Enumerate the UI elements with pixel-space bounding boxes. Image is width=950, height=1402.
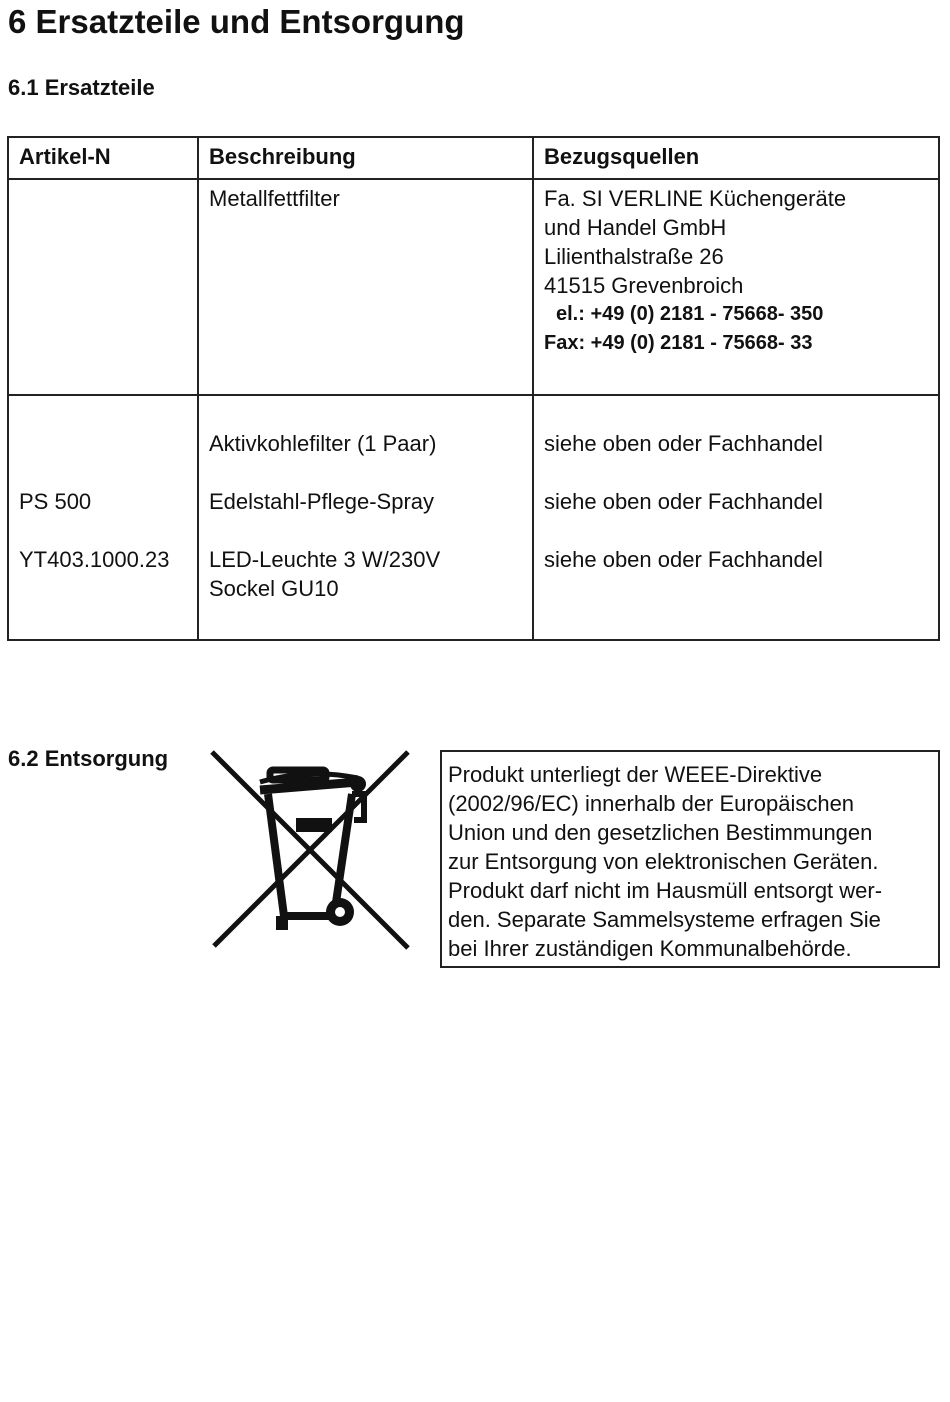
weee-notice-line: (2002/96/EC) innerhalb der Europäischen <box>448 791 855 816</box>
article-number <box>19 429 187 458</box>
company-name: Fa. SI VERLINE Küchengeräte <box>544 186 847 211</box>
source-text: siehe oben oder Fachhandel <box>544 489 823 514</box>
description-text: Metallfettfilter <box>209 186 340 211</box>
company-name-2: und Handel GmbH <box>544 215 727 240</box>
description-text: Sockel GU10 <box>209 576 339 601</box>
spare-parts-table <box>7 136 940 641</box>
city-address: 41515 Grevenbroich <box>544 273 744 298</box>
article-cell <box>8 395 198 640</box>
header-description: Beschreibung <box>198 137 533 179</box>
weee-notice-line: Union und den gesetzlichen Bestimmungen <box>448 820 873 845</box>
description-text: Aktivkohlefilter (1 Paar) <box>209 431 437 456</box>
weee-notice-line: bei Ihrer zuständigen Kommunalbehörde. <box>448 936 852 961</box>
weee-notice-line: Produkt unterliegt der WEEE-Direktive <box>448 762 823 787</box>
table-row <box>8 179 939 395</box>
table-row <box>8 395 939 640</box>
article-cell <box>8 179 198 395</box>
weee-notice-line: Produkt darf nicht im Hausmüll entsorgt wer- <box>448 878 883 903</box>
source-text: siehe oben oder Fachhandel <box>544 547 823 572</box>
crossed-out-wheelie-bin-icon <box>208 748 414 952</box>
street-address: Lilienthalstraße 26 <box>544 244 724 269</box>
weee-notice-line: den. Separate Sammelsysteme erfragen Sie <box>448 907 881 932</box>
description-text: LED-Leuchte 3 W/230V <box>209 547 441 572</box>
description-cell <box>198 179 533 395</box>
source-cell <box>533 395 939 640</box>
weee-notice-line: zur Entsorgung von elektronischen Geräten. <box>448 849 879 874</box>
fax-number: Fax: +49 (0) 2181 - 75668- 33 <box>544 332 813 354</box>
description-text: Edelstahl-Pflege-Spray <box>209 489 435 514</box>
phone-number: el.: +49 (0) 2181 - 75668- 350 <box>556 303 824 325</box>
header-article-number: Artikel-N <box>8 137 198 179</box>
section-heading-disposal: 6.2 Entsorgung <box>8 746 169 771</box>
page-title: 6 Ersatzteile und Entsorgung <box>8 3 465 40</box>
description-cell <box>198 395 533 640</box>
article-number: PS 500 <box>19 489 92 514</box>
section-heading-spare-parts: 6.1 Ersatzteile <box>8 75 155 100</box>
source-text: siehe oben oder Fachhandel <box>544 431 823 456</box>
header-sources: Bezugsquellen <box>533 137 939 179</box>
article-number: YT403.1000.23 <box>19 547 170 572</box>
weee-notice-box <box>440 750 940 968</box>
source-address-cell <box>533 179 939 395</box>
table-header-row <box>8 137 939 179</box>
